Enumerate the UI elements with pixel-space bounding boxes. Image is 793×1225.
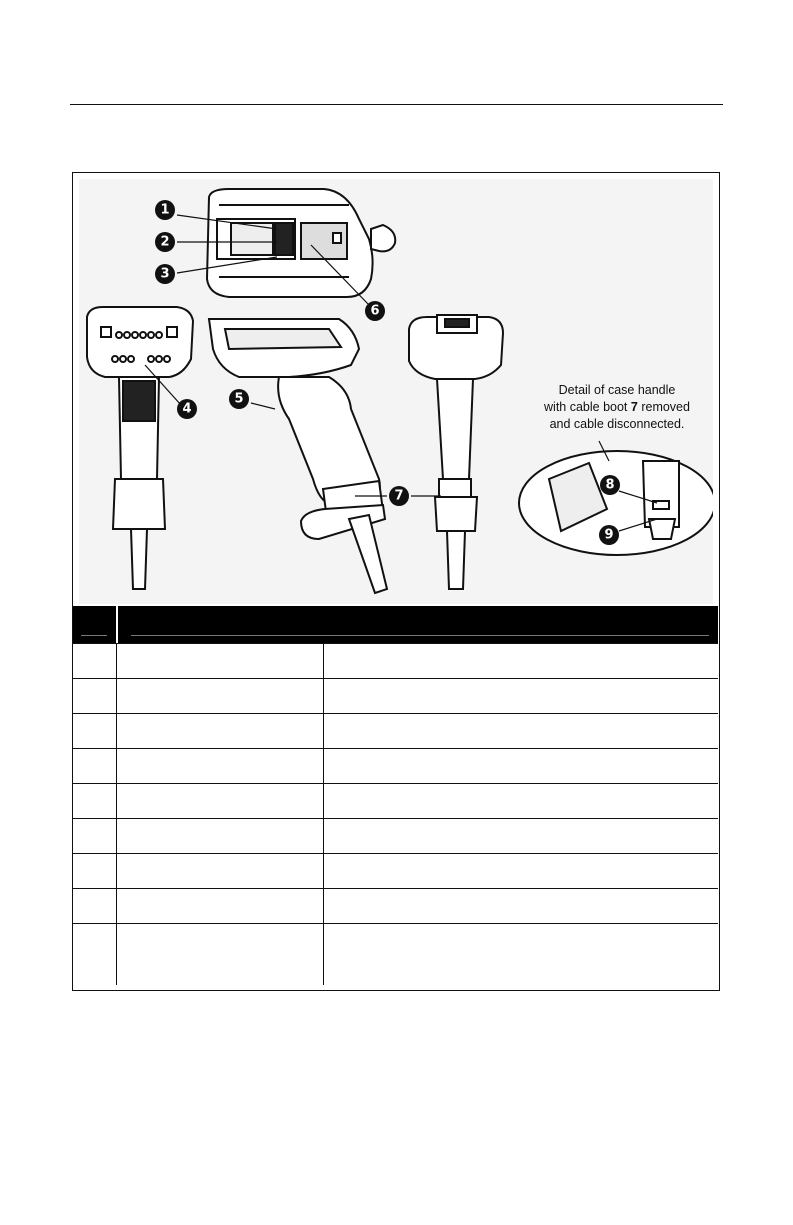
table-row xyxy=(73,748,718,783)
row-description xyxy=(324,679,718,695)
callout-number: 7 xyxy=(394,488,404,504)
row-name-cell xyxy=(117,819,324,853)
table-row xyxy=(73,923,718,985)
row-description xyxy=(324,749,718,765)
table-row xyxy=(73,853,718,888)
row-name xyxy=(117,679,323,695)
table-header-number xyxy=(81,635,107,636)
row-number xyxy=(73,854,116,870)
row-description xyxy=(324,854,718,870)
callout-number: 9 xyxy=(604,527,614,543)
callout-badge xyxy=(365,301,385,321)
detail-caption-line2b: removed xyxy=(641,400,690,414)
row-description-cell xyxy=(324,749,718,783)
callout-badge xyxy=(177,399,197,419)
figure-frame xyxy=(72,172,720,991)
parts-table-body xyxy=(73,643,718,985)
callout-number: 2 xyxy=(160,234,170,250)
table-row xyxy=(73,713,718,748)
callout-number: 6 xyxy=(370,303,380,319)
table-header-description xyxy=(131,635,709,636)
row-number-cell xyxy=(73,749,117,783)
callout-badge xyxy=(155,264,175,284)
row-name xyxy=(117,749,323,765)
callout-badge xyxy=(600,475,620,495)
row-number xyxy=(73,924,116,940)
detail-caption-line2 xyxy=(543,400,690,414)
row-name-cell xyxy=(117,679,324,713)
row-name-cell xyxy=(117,889,324,923)
detail-caption xyxy=(543,383,690,431)
table-row xyxy=(73,678,718,713)
row-description-cell xyxy=(324,679,718,713)
row-number-cell xyxy=(73,714,117,748)
row-name-cell xyxy=(117,714,324,748)
detail-caption-line3: and cable disconnected. xyxy=(549,417,685,431)
row-description xyxy=(324,784,718,800)
row-number xyxy=(73,644,116,660)
row-description xyxy=(324,644,718,660)
row-name-cell xyxy=(117,644,324,678)
side-view-scanner xyxy=(209,319,387,593)
row-number-cell xyxy=(73,889,117,923)
row-description-cell xyxy=(324,889,718,923)
row-description-cell xyxy=(324,819,718,853)
row-number xyxy=(73,889,116,905)
row-name-cell xyxy=(117,749,324,783)
row-name xyxy=(117,854,323,870)
callout-number: 5 xyxy=(234,391,244,407)
callout-badge xyxy=(599,525,619,545)
callout-badge xyxy=(229,389,249,409)
table-row xyxy=(73,818,718,853)
detail-caption-ref: 7 xyxy=(630,400,638,414)
row-number-cell xyxy=(73,784,117,818)
table-row xyxy=(73,643,718,678)
row-number-cell xyxy=(73,924,117,985)
header-rule xyxy=(70,104,723,105)
row-description-cell xyxy=(324,714,718,748)
table-header-divider xyxy=(116,606,118,643)
callout-badge xyxy=(155,200,175,220)
row-number-cell xyxy=(73,679,117,713)
detail-caption-line1: Detail of case handle xyxy=(558,383,676,397)
callout-number: 1 xyxy=(160,202,170,218)
row-description xyxy=(324,714,718,730)
row-name xyxy=(117,924,323,940)
row-description-cell xyxy=(324,644,718,678)
row-description xyxy=(324,819,718,835)
row-name xyxy=(117,819,323,835)
table-row xyxy=(73,783,718,818)
row-name xyxy=(117,644,323,660)
row-description xyxy=(324,924,718,940)
table-row xyxy=(73,888,718,923)
table-header xyxy=(73,606,718,643)
row-name-cell xyxy=(117,924,324,985)
row-number xyxy=(73,819,116,835)
callout-number: 3 xyxy=(160,266,170,282)
callout-badge xyxy=(389,486,409,506)
row-description xyxy=(324,889,718,905)
row-number xyxy=(73,784,116,800)
row-description-cell xyxy=(324,784,718,818)
callout-badge xyxy=(155,232,175,252)
row-number xyxy=(73,749,116,765)
row-number-cell xyxy=(73,854,117,888)
top-view-scanner xyxy=(207,189,395,297)
scanner-drawing xyxy=(79,179,713,604)
row-number xyxy=(73,679,116,695)
rear-view-scanner xyxy=(409,315,503,589)
row-name xyxy=(117,889,323,905)
row-number-cell xyxy=(73,819,117,853)
row-name xyxy=(117,714,323,730)
row-description-cell xyxy=(324,854,718,888)
detail-caption-line2a: with cable boot xyxy=(544,400,628,414)
scanner-illustration xyxy=(79,179,713,604)
row-name-cell xyxy=(117,854,324,888)
row-number-cell xyxy=(73,644,117,678)
callout-number: 4 xyxy=(182,401,192,417)
row-name xyxy=(117,784,323,800)
row-description-cell xyxy=(324,924,718,985)
row-name-cell xyxy=(117,784,324,818)
callout-number: 8 xyxy=(605,477,615,493)
row-number xyxy=(73,714,116,730)
front-view-scanner xyxy=(87,307,193,589)
